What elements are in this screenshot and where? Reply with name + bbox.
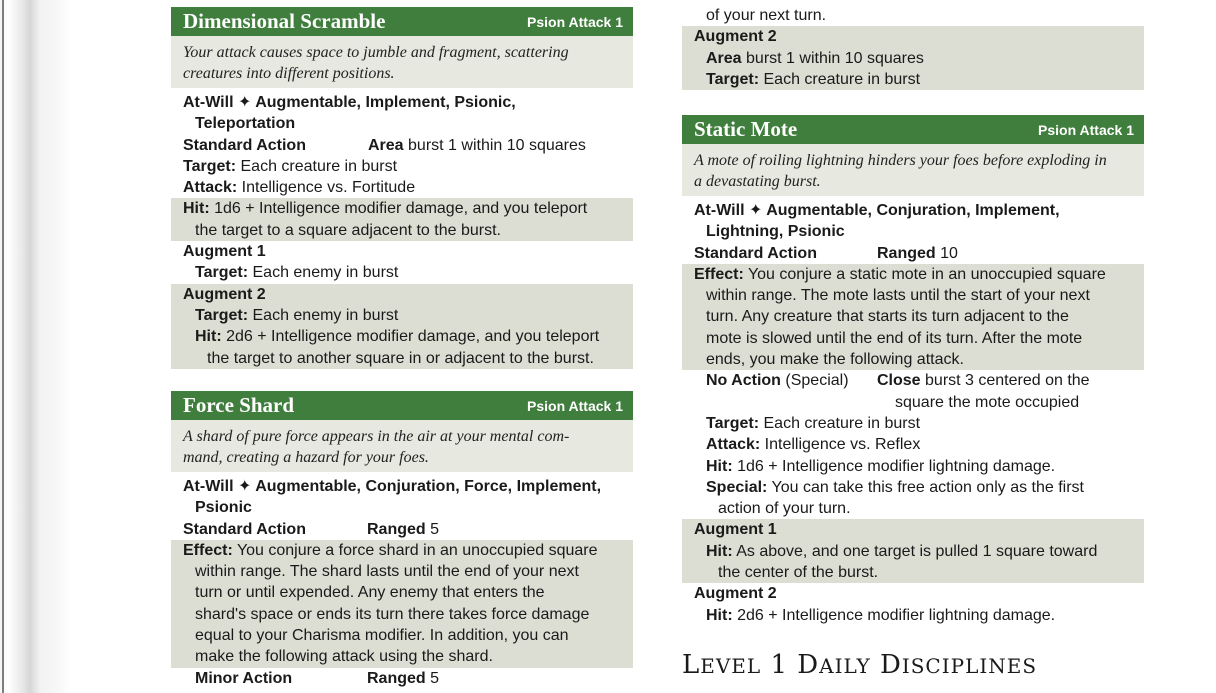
hit-value: 1d6 + Intelligence modifier damage, and you teleport bbox=[209, 200, 588, 218]
augment-1-heading: Augment 1 bbox=[682, 519, 1144, 540]
special-line-cont: action of your turn. bbox=[718, 500, 851, 518]
effect-label: Effect: bbox=[183, 541, 233, 559]
augment-1-hit-cont: the center of the burst. bbox=[682, 562, 1144, 583]
effect-line-cont: within range. The shard lasts until the end of your next bbox=[171, 561, 633, 582]
continued-power bbox=[682, 5, 1144, 90]
augment-2-hit bbox=[682, 605, 1144, 626]
effect-value: You conjure a force shard in an unoccupied square bbox=[232, 541, 598, 559]
range-value: burst 3 centered on the bbox=[920, 372, 1090, 390]
range-keyword: Close bbox=[877, 372, 921, 390]
minor-action-line bbox=[171, 668, 633, 689]
action-line bbox=[171, 519, 633, 540]
gutter-line bbox=[2, 0, 4, 693]
hit-value: 1d6 + Intelligence modifier lightning damage. bbox=[732, 457, 1056, 475]
attack-line bbox=[682, 434, 1144, 455]
no-action-line-cont: square the mote occupied bbox=[895, 393, 1080, 411]
power-flavor bbox=[171, 420, 633, 472]
augment-2-hit-cont: the target to another square in or adjacent to the burst. bbox=[171, 348, 633, 369]
effect-line-cont: turn or until expended. Any enemy that enters the bbox=[171, 582, 633, 603]
keywords-line: At-Will ✦ Augmentable, Implement, Psionic, bbox=[183, 94, 516, 111]
hit-value: 2d6 + Intelligence modifier damage, and you teleport bbox=[221, 328, 600, 346]
effect-line-cont: turn. Any creature that starts its turn adjacent to the bbox=[682, 306, 1144, 327]
action-type: Standard Action bbox=[183, 520, 306, 538]
special-value: You can take this free action only as the first bbox=[767, 478, 1084, 496]
special-line bbox=[682, 477, 1144, 498]
hit-line bbox=[682, 456, 1144, 477]
target-label: Target: bbox=[706, 70, 760, 88]
attack-label: Attack: bbox=[183, 179, 238, 197]
effect-line-cont: ends, you make the following attack. bbox=[682, 349, 1144, 370]
hit-line bbox=[171, 198, 633, 219]
heading-part: 1 D bbox=[761, 650, 820, 680]
hit-label: Hit: bbox=[706, 542, 733, 560]
effect-line-cont: within range. The mote lasts until the start of your next bbox=[682, 285, 1144, 306]
range-keyword: Area bbox=[368, 136, 404, 154]
target-label: Target: bbox=[183, 157, 237, 175]
keywords-line: At-Will ✦ Augmentable, Conjuration, Implement, bbox=[694, 202, 1060, 219]
special-label: Special: bbox=[706, 478, 768, 496]
target-label: Target: bbox=[706, 414, 760, 432]
power-static-mote bbox=[682, 115, 1144, 626]
range-value: 10 bbox=[935, 244, 958, 262]
action-type: Standard Action bbox=[694, 244, 817, 262]
augment-2-target bbox=[171, 305, 633, 326]
power-header bbox=[171, 391, 633, 420]
effect-line-cont: shard's space or ends its turn there takes force damage bbox=[171, 604, 633, 625]
target-line bbox=[682, 413, 1144, 434]
range-value: 5 bbox=[425, 669, 440, 687]
action-type: Minor Action bbox=[195, 669, 293, 687]
keywords-line: Teleportation bbox=[195, 115, 296, 133]
power-type: Psion Attack 1 bbox=[527, 13, 623, 30]
power-force-shard bbox=[171, 391, 633, 689]
hit-label: Hit: bbox=[706, 457, 733, 475]
power-type: Psion Attack 1 bbox=[1038, 121, 1134, 138]
flavor-line: mand, creating a hazard for your foes. bbox=[183, 449, 429, 466]
heading-part: EVEL bbox=[700, 654, 762, 678]
page-gutter bbox=[0, 0, 70, 693]
effect-label: Effect: bbox=[694, 265, 744, 283]
power-header bbox=[682, 115, 1144, 144]
section-heading-daily-disciplines bbox=[682, 650, 1037, 680]
augment-2-hit bbox=[171, 326, 633, 347]
flavor-line: a devastating burst. bbox=[694, 173, 821, 190]
keywords-line: Lightning, Psionic bbox=[706, 223, 845, 241]
power-header bbox=[171, 7, 633, 36]
target-value: Each creature in burst bbox=[236, 157, 398, 175]
no-action-label: No Action bbox=[706, 372, 781, 390]
augment-2-heading: Augment 2 bbox=[171, 284, 633, 305]
power-name: Force Shard bbox=[183, 393, 295, 417]
attack-line bbox=[171, 177, 633, 198]
target-label: Target: bbox=[195, 306, 249, 324]
effect-line bbox=[171, 540, 633, 561]
target-value: Each enemy in burst bbox=[248, 264, 399, 282]
hit-label: Hit: bbox=[195, 328, 222, 346]
range-value: 5 bbox=[425, 520, 440, 538]
flavor-line: A mote of roiling lightning hinders your foes before exploding in bbox=[694, 152, 1107, 169]
augment-1-target bbox=[171, 262, 633, 283]
flavor-line: Your attack causes space to jumble and fragment, scattering bbox=[183, 44, 569, 61]
no-action-paren: (Special) bbox=[780, 372, 849, 390]
hit-label: Hit: bbox=[706, 606, 733, 624]
power-name: Static Mote bbox=[694, 117, 798, 141]
augment-1-hit bbox=[682, 541, 1144, 562]
hit-line-cont: the target to a square adjacent to the burst. bbox=[171, 220, 633, 241]
action-line bbox=[171, 135, 633, 156]
augment-2-heading: Augment 2 bbox=[682, 26, 1144, 47]
effect-value: You conjure a static mote in an unoccupied square bbox=[743, 265, 1106, 283]
area-label: Area bbox=[706, 49, 742, 67]
hit-label: Hit: bbox=[183, 200, 210, 218]
action-type: Standard Action bbox=[183, 136, 306, 154]
action-line bbox=[682, 243, 1144, 264]
effect-line-cont: equal to your Charisma modifier. In addition, you can bbox=[171, 625, 633, 646]
heading-part: D bbox=[870, 650, 902, 680]
no-action-line bbox=[682, 370, 1144, 391]
heading-part: L bbox=[682, 650, 701, 680]
keywords-line: Psionic bbox=[195, 499, 252, 517]
target-line bbox=[171, 156, 633, 177]
range-keyword: Ranged bbox=[877, 244, 936, 262]
effect-line bbox=[682, 264, 1144, 285]
augment-2-area bbox=[682, 48, 1144, 69]
target-value: Each creature in burst bbox=[759, 414, 921, 432]
hit-value: 2d6 + Intelligence modifier lightning damage. bbox=[732, 606, 1056, 624]
attack-label: Attack: bbox=[706, 436, 761, 454]
target-value: Each creature in burst bbox=[759, 70, 921, 88]
attack-value: Intelligence vs. Reflex bbox=[760, 436, 921, 454]
target-value: Each enemy in burst bbox=[248, 306, 399, 324]
flavor-line: creatures into different positions. bbox=[183, 65, 395, 82]
power-name: Dimensional Scramble bbox=[183, 9, 386, 33]
power-dimensional-scramble bbox=[171, 7, 633, 369]
augment-2-heading: Augment 2 bbox=[694, 585, 777, 603]
range-keyword: Ranged bbox=[367, 520, 426, 538]
keywords-line: At-Will ✦ Augmentable, Conjuration, Force, Implement, bbox=[183, 478, 602, 495]
hit-value: As above, and one target is pulled 1 square toward bbox=[732, 542, 1098, 560]
continued-line: of your next turn. bbox=[706, 7, 827, 24]
action-type bbox=[706, 370, 877, 391]
effect-line-cont: mote is slowed until the end of its turn. After the mote bbox=[682, 328, 1144, 349]
augment-1-heading: Augment 1 bbox=[183, 243, 266, 261]
target-label: Target: bbox=[195, 264, 249, 282]
power-flavor bbox=[682, 144, 1144, 196]
heading-part: AILY bbox=[819, 654, 871, 678]
flavor-line: A shard of pure force appears in the air at your mental com- bbox=[183, 428, 570, 445]
power-flavor bbox=[171, 36, 633, 88]
attack-value: Intelligence vs. Fortitude bbox=[237, 179, 416, 197]
heading-part: ISCIPLINES bbox=[901, 654, 1038, 678]
augment-2-target bbox=[682, 69, 1144, 90]
range-keyword: Ranged bbox=[367, 669, 426, 687]
effect-line-cont: make the following attack using the shard. bbox=[171, 646, 633, 667]
range-value: burst 1 within 10 squares bbox=[403, 136, 586, 154]
power-type: Psion Attack 1 bbox=[527, 397, 623, 414]
area-value: burst 1 within 10 squares bbox=[741, 49, 924, 67]
